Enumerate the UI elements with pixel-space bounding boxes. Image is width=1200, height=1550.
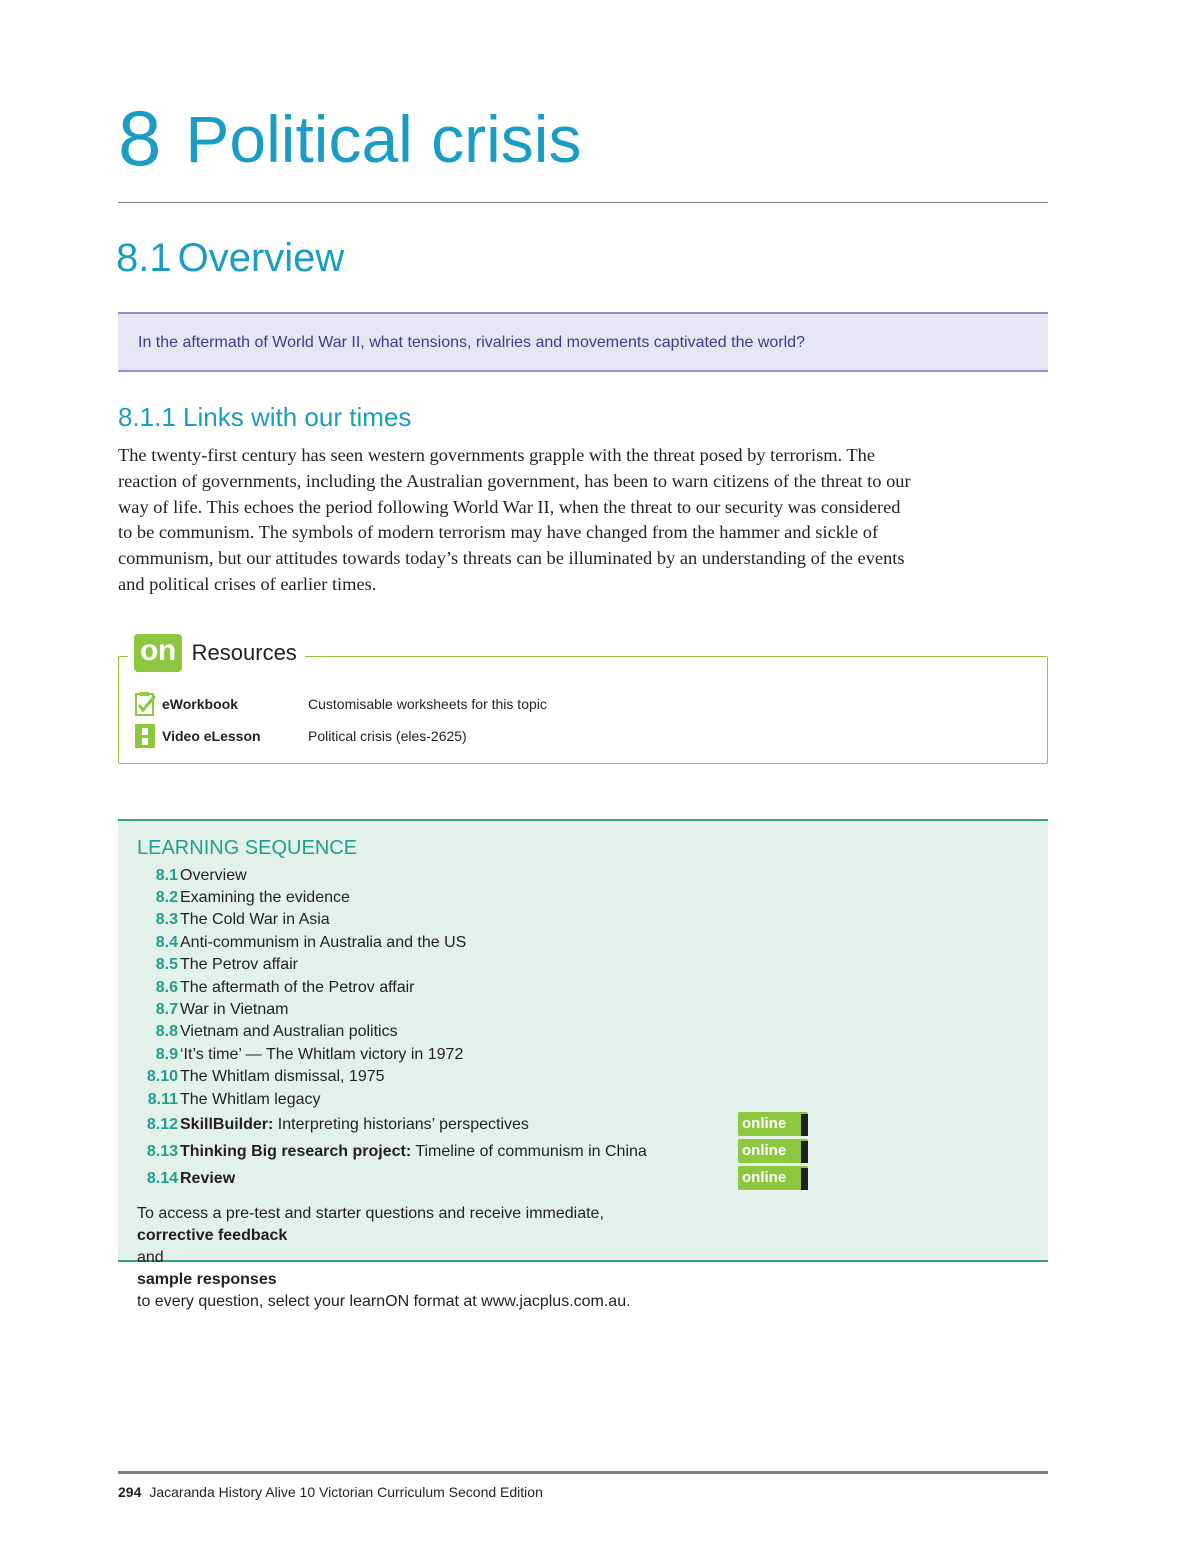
page-number: 294 xyxy=(118,1484,142,1500)
note-text: and xyxy=(137,1249,164,1266)
note-line: to every question, select your learnON format at www.jacplus.com.au. xyxy=(137,1293,631,1310)
chapter-number: 8 xyxy=(118,94,162,182)
sequence-number: 8.1 xyxy=(155,867,178,884)
learning-sequence-item[interactable] xyxy=(134,1047,463,1063)
note-bold-text: corrective feedback xyxy=(137,1227,288,1244)
resource-name[interactable]: eWorkbook xyxy=(162,696,238,712)
sequence-title: Overview xyxy=(180,867,247,884)
body-line: way of life. This echoes the period following World War II, when the threat to our security was considered xyxy=(118,496,901,517)
sequence-title: Vietnam and Australian politics xyxy=(180,1023,398,1040)
sequence-number: 8.5 xyxy=(155,956,178,973)
sequence-number: 8.13 xyxy=(146,1143,178,1160)
section-title xyxy=(116,238,344,278)
sequence-number: 8.3 xyxy=(155,911,178,928)
sequence-number: 8.7 xyxy=(155,1001,178,1018)
learnon-badge: on xyxy=(134,634,182,672)
sequence-number: 8.4 xyxy=(155,934,178,951)
body-paragraph xyxy=(118,443,1053,598)
learning-sequence-box xyxy=(118,819,1048,1262)
focus-question-box xyxy=(118,312,1048,372)
learning-sequence-item[interactable] xyxy=(134,1117,529,1133)
video-film-icon xyxy=(134,723,158,749)
sequence-title: The Whitlam dismissal, 1975 xyxy=(180,1068,385,1085)
learning-sequence-item[interactable] xyxy=(134,1002,288,1018)
sequence-title: The Whitlam legacy xyxy=(180,1091,321,1108)
sequence-title: War in Vietnam xyxy=(180,1001,289,1018)
sequence-number: 8.9 xyxy=(155,1046,178,1063)
resources-label: Resources xyxy=(191,640,297,665)
online-badge-marker xyxy=(801,1168,808,1190)
sequence-number: 8.12 xyxy=(146,1116,178,1133)
online-badge-label: online xyxy=(742,1115,787,1132)
sequence-bold-label: SkillBuilder: xyxy=(180,1116,274,1133)
resources-header xyxy=(128,631,305,675)
learning-sequence-item[interactable] xyxy=(134,980,415,996)
note-text: To access a pre-test and starter questions and receive immediate, xyxy=(137,1205,604,1222)
footer-divider xyxy=(118,1471,1048,1474)
book-title: Jacaranda History Alive 10 Victorian Curriculum Second Edition xyxy=(149,1484,543,1500)
chapter-title-text: Political crisis xyxy=(185,102,582,176)
sequence-title: Examining the evidence xyxy=(180,889,350,906)
body-line: and political crises of earlier times. xyxy=(118,573,377,594)
note-bold-text: sample responses xyxy=(137,1271,277,1288)
learning-sequence-item[interactable] xyxy=(134,890,350,906)
sequence-number: 8.8 xyxy=(155,1023,178,1040)
resource-description: Customisable worksheets for this topic xyxy=(308,696,547,712)
sequence-title: The Cold War in Asia xyxy=(180,911,330,928)
sequence-bold-label: Review xyxy=(180,1170,236,1187)
resource-eworkbook[interactable] xyxy=(134,690,547,718)
sequence-title: The aftermath of the Petrov affair xyxy=(180,979,415,996)
sequence-number: 8.14 xyxy=(146,1170,178,1187)
resource-name[interactable]: Video eLesson xyxy=(162,728,261,744)
sequence-title: The Petrov affair xyxy=(180,956,298,973)
learning-sequence-item[interactable] xyxy=(134,1144,647,1160)
section-title-text: Overview xyxy=(177,236,345,280)
online-only-badge xyxy=(738,1112,808,1136)
learning-sequence-item[interactable] xyxy=(134,868,247,884)
online-badge-label: online xyxy=(742,1142,787,1159)
learning-sequence-item[interactable] xyxy=(134,1092,321,1108)
online-only-badge xyxy=(738,1139,808,1163)
subsection-title: 8.1.1 Links with our times xyxy=(118,402,412,432)
sequence-title: ‘It’s time’ — The Whitlam victory in 1972 xyxy=(180,1046,464,1063)
focus-question: In the aftermath of World War II, what tensions, rivalries and movements captivated the world? xyxy=(138,334,805,351)
learning-sequence-item[interactable] xyxy=(134,957,298,973)
learning-sequence-item[interactable] xyxy=(134,1069,385,1085)
chapter-title xyxy=(118,94,582,182)
heading-divider xyxy=(118,202,1048,203)
body-line: communism, but our attitudes towards today’s threats can be illuminated by an understanding of the events xyxy=(118,548,905,569)
sequence-title: Timeline of communism in China xyxy=(411,1143,647,1160)
sequence-title: Interpreting historians’ perspectives xyxy=(273,1116,529,1133)
learning-sequence-item[interactable] xyxy=(134,1024,398,1040)
online-badge-marker xyxy=(801,1141,808,1163)
eworkbook-checklist-icon xyxy=(134,691,158,717)
sequence-bold-label: Thinking Big research project: xyxy=(180,1143,412,1160)
online-badge-label: online xyxy=(742,1169,787,1186)
body-line: to be communism. The symbols of modern terrorism may have changed from the hammer and sickle of xyxy=(118,522,879,543)
page-footer xyxy=(118,1484,543,1500)
note-line xyxy=(137,1203,1037,1291)
learning-sequence-item[interactable] xyxy=(134,1171,235,1187)
resource-video-elesson[interactable] xyxy=(134,722,467,750)
online-badge-marker xyxy=(801,1114,808,1136)
sequence-number: 8.6 xyxy=(155,979,178,996)
sequence-number: 8.2 xyxy=(155,889,178,906)
section-number: 8.1 xyxy=(116,236,172,280)
sequence-number: 8.11 xyxy=(147,1091,178,1108)
learnon-access-note xyxy=(137,1203,1037,1313)
sequence-number: 8.10 xyxy=(146,1068,178,1085)
body-line: reaction of governments, including the Australian government, has been to warn citizens of the threat to our xyxy=(118,470,911,491)
learning-sequence-item[interactable] xyxy=(134,912,330,928)
body-line: The twenty-first century has seen western governments grapple with the threat posed by terrorism. The xyxy=(118,445,876,465)
online-only-badge xyxy=(738,1166,808,1190)
learning-sequence-item[interactable] xyxy=(134,935,466,951)
resource-description: Political crisis (eles-2625) xyxy=(308,728,467,744)
learning-sequence-heading: LEARNING SEQUENCE xyxy=(137,837,358,859)
sequence-title: Anti-communism in Australia and the US xyxy=(180,934,467,951)
